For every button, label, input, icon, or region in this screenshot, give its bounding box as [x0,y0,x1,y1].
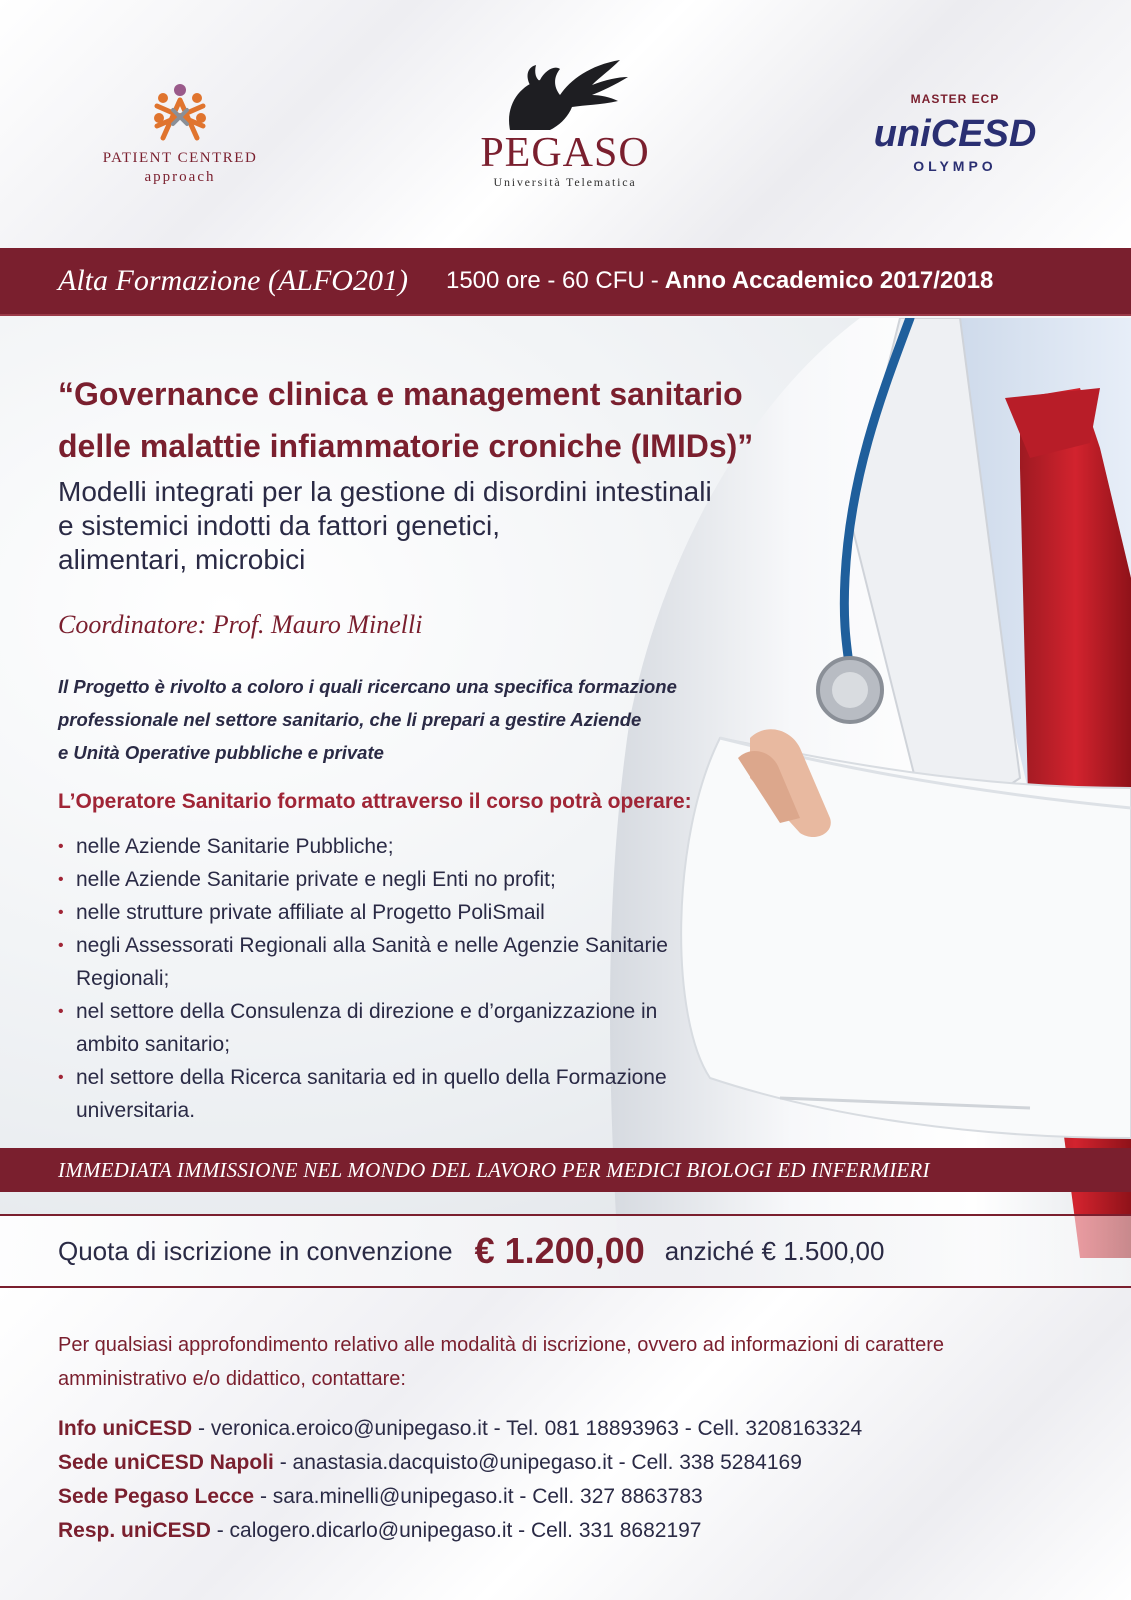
immission-band: IMMEDIATA IMMISSIONE NEL MONDO DEL LAVORO PER MEDICI BIOLOGI ED INFERMIERI [0,1148,1131,1192]
list-item: • nelle strutture private affiliate al Progetto PoliSmail [58,896,718,929]
contact-label: Resp. uniCESD [58,1519,211,1542]
price-label: Quota di iscrizione in convenzione [58,1235,453,1266]
contact-detail: - sara.minelli@unipegaso.it - Cell. 327 8863783 [254,1485,703,1508]
list-item: • negli Assessorati Regionali alla Sanità e nelle Agenzie Sanitarie Regionali; [58,929,718,995]
pegaso-name: PEGASO [480,130,650,176]
contact-label: Sede uniCESD Napoli [58,1451,274,1474]
course-subtitle [58,475,818,577]
coordinator: Coordinatore: Prof. Mauro Minelli [58,610,423,639]
patient-centred-logo [80,80,280,186]
course-subtitle-line: Modelli integrati per la gestione di disordini intestinali [58,476,712,507]
pegaso-subtitle: Università Telematica [493,175,637,189]
project-description-line: e Unità Operative pubbliche e private [58,742,384,763]
academic-year: Anno Accademico 2017/2018 [664,267,994,294]
contact-list [58,1412,1098,1548]
patient-centred-subtitle: approach [144,169,216,185]
course-header-band [0,248,1131,316]
contact-intro: Per qualsiasi approfondimento relativo alle modalità di iscrizione, ovvero ad informazioni di carattere amministrativo e/o didattico, contattare: [58,1334,945,1390]
price-box [0,1214,1131,1288]
header-separator: - [650,267,659,294]
course-code-title: Alta Formazione (ALFO201) [58,264,408,297]
operator-heading: L’Operatore Sanitario formato attraverso il corso potrà operare: [58,790,692,813]
list-item: • nel settore della Ricerca sanitaria ed in quello della Formazione universitaria. [58,1061,718,1127]
patient-centred-title: PATIENT CENTRED [102,150,258,166]
pegasus-icon [500,55,630,135]
contact-row [58,1480,1098,1514]
patient-centred-mark-icon [143,80,217,144]
unicesd-name: uniCESD [873,113,1037,155]
unicesd-olympo: OLYMPO [913,158,997,174]
price-value: € 1.200,00 [474,1230,645,1271]
pegaso-logo [455,55,675,190]
list-item: • nelle Aziende Sanitarie private e negli Enti no profit; [58,863,718,896]
course-hours: 1500 ore - 60 CFU [445,267,645,294]
career-list [58,830,718,1127]
project-description-line: Il Progetto è rivolto a coloro i quali ricercano una specifica formazione [58,676,677,697]
contact-row [58,1446,1098,1480]
project-description [58,670,758,769]
contact-row [58,1514,1098,1548]
unicesd-master-label: MASTER ECP [910,92,1000,106]
contact-label: Info uniCESD [58,1417,193,1440]
course-subtitle-line: alimentari, microbici [58,544,306,575]
project-description-line: professionale nel settore sanitario, che li prepari a gestire Aziende [58,709,642,730]
contact-detail: - anastasia.dacquisto@unipegaso.it - Cell. 338 5284169 [273,1451,802,1474]
contact-detail: - calogero.dicarlo@unipegaso.it - Cell. 331 8682197 [210,1519,702,1542]
course-title [58,368,878,472]
course-subtitle-line: e sistemici indotti da fattori genetici, [58,510,500,541]
unicesd-logo [870,92,1040,174]
list-item: • nelle Aziende Sanitarie Pubbliche; [58,830,718,863]
contact-row [58,1412,1098,1446]
course-title-line: delle malattie infiammatorie croniche (IMIDs)” [58,428,754,464]
course-title-line: “Governance clinica e management sanitario [58,376,743,412]
price-old: anziché € 1.500,00 [664,1235,885,1266]
contact-label: Sede Pegaso Lecce [58,1485,255,1508]
list-item: • nel settore della Consulenza di direzione e d’organizzazione in ambito sanitario; [58,995,718,1061]
contact-detail: - veronica.eroico@unipegaso.it - Tel. 081 18893963 - Cell. 3208163324 [192,1417,863,1440]
